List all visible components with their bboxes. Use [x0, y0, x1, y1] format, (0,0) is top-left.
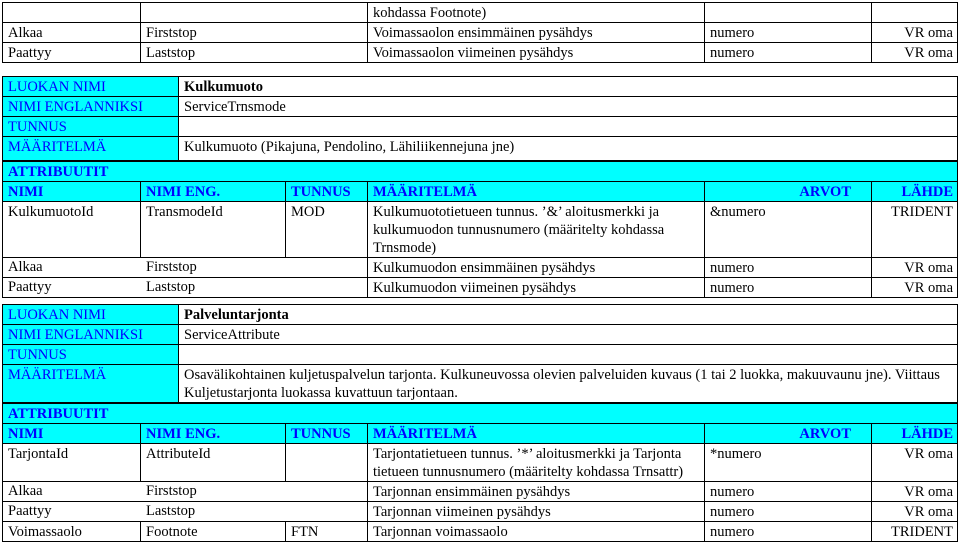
cell-definition: Tarjonnan voimassaolo: [368, 522, 705, 542]
cell-name-eng: Laststop: [141, 43, 368, 63]
table-row: [3, 23, 958, 43]
cell-name: Paattyy: [8, 503, 52, 519]
cell-source: VR oma: [872, 258, 958, 278]
meta-label: NIMI ENGLANNIKSI: [3, 97, 179, 117]
cell-definition: Tarjontatietueen tunnus. ’*’ aloitusmerkki ja Tarjonta tietueen tunnusnumero (määritelty kohdassa Trnsattr): [368, 444, 705, 482]
cell-name-eng: Footnote: [141, 522, 286, 542]
cell-name: Alkaa: [8, 259, 43, 275]
class-id: [179, 345, 958, 365]
table-row: [3, 482, 958, 502]
cell-values: numero: [705, 258, 872, 278]
table-row: [3, 502, 958, 522]
meta-row: [3, 365, 958, 403]
cell-name: Paattyy: [3, 43, 141, 63]
meta-row: [3, 137, 958, 161]
class-meta-table: [2, 304, 958, 403]
class-section-palveluntarjonta: [2, 304, 957, 542]
cell-source: VR oma: [872, 23, 958, 43]
table-row: [3, 43, 958, 63]
meta-label: MÄÄRITELMÄ: [3, 365, 179, 403]
cell-source: VR oma: [872, 502, 958, 522]
col-header-name: NIMI: [3, 182, 141, 202]
col-header-source: LÄHDE: [872, 182, 958, 202]
table-row: [3, 3, 958, 23]
table-row: [3, 444, 958, 482]
cell-name-eng: Firststop: [146, 259, 197, 275]
class-name-english: ServiceTrnsmode: [179, 97, 958, 117]
col-header-values: ARVOT: [705, 424, 872, 444]
col-header-definition: MÄÄRITELMÄ: [368, 182, 705, 202]
col-header-name-eng: NIMI ENG.: [141, 424, 286, 444]
cell-name-eng: Laststop: [146, 279, 196, 295]
cell-name: Alkaa: [3, 23, 141, 43]
cell-definition: Kulkumuodon ensimmäinen pysähdys: [368, 258, 705, 278]
meta-row: [3, 325, 958, 345]
cell-name: TarjontaId: [3, 444, 141, 482]
cell-source: VR oma: [872, 43, 958, 63]
meta-row: [3, 117, 958, 137]
table-row: [3, 258, 958, 278]
cell-definition: Voimassaolon viimeinen pysähdys: [368, 43, 705, 63]
attributes-header-row: [3, 424, 958, 444]
attributes-table: [2, 403, 958, 542]
cell-source: VR oma: [872, 444, 958, 482]
cell-name: KulkumuotoId: [3, 202, 141, 258]
class-section-kulkumuoto: [2, 76, 957, 298]
meta-label: LUOKAN NIMI: [3, 305, 179, 325]
cell-values: *numero: [705, 444, 872, 482]
class-name: Palveluntarjonta: [179, 305, 958, 325]
cell-values: [705, 3, 872, 23]
cell-name: [3, 3, 141, 23]
cell-name-eng: TransmodeId: [141, 202, 286, 258]
meta-label: LUOKAN NIMI: [3, 77, 179, 97]
cell-definition: Kulkumuodon viimeinen pysähdys: [368, 278, 705, 298]
meta-row: [3, 77, 958, 97]
cell-name-eng: [141, 3, 368, 23]
meta-row: [3, 305, 958, 325]
cell-definition: Voimassaolon ensimmäinen pysähdys: [368, 23, 705, 43]
cell-source: VR oma: [872, 482, 958, 502]
meta-label: MÄÄRITELMÄ: [3, 137, 179, 161]
cell-name-eng: Laststop: [146, 503, 196, 519]
meta-label: TUNNUS: [3, 345, 179, 365]
cell-name: Alkaa: [8, 483, 43, 499]
cell-id: FTN: [286, 522, 368, 542]
meta-row: [3, 345, 958, 365]
attributes-label-row: [3, 162, 958, 182]
col-header-name: NIMI: [3, 424, 141, 444]
attributes-table: [2, 161, 958, 298]
meta-label: NIMI ENGLANNIKSI: [3, 325, 179, 345]
cell-values: numero: [705, 43, 872, 63]
cell-name: Paattyy: [8, 279, 52, 295]
col-header-values: ARVOT: [705, 182, 872, 202]
col-header-source: LÄHDE: [872, 424, 958, 444]
cell-source: TRIDENT: [872, 522, 958, 542]
col-header-id: TUNNUS: [286, 424, 368, 444]
cell-values: numero: [705, 278, 872, 298]
cell-values: numero: [705, 502, 872, 522]
table-row: [3, 522, 958, 542]
cell-name-eng: AttributeId: [141, 444, 286, 482]
cell-name-eng: Firststop: [146, 483, 197, 499]
table-row: [3, 202, 958, 258]
cell-definition: Kulkumuototietueen tunnus. ’&’ aloitusmerkki ja kulkumuodon tunnusnumero (määritelty kohdassa Trnsmode): [368, 202, 705, 258]
cell-id: [286, 444, 368, 482]
class-name-english: ServiceAttribute: [179, 325, 958, 345]
cell-values: numero: [705, 23, 872, 43]
cell-name-eng: Firststop: [141, 23, 368, 43]
cell-definition: Tarjonnan viimeinen pysähdys: [368, 502, 705, 522]
cell-id: MOD: [286, 202, 368, 258]
table-row: [3, 278, 958, 298]
class-id: [179, 117, 958, 137]
class-meta-table: [2, 76, 958, 161]
attributes-label: ATTRIBUUTIT: [3, 404, 958, 424]
class-definition: Osavälikohtainen kuljetuspalvelun tarjonta. Kulkuneuvossa olevien palveluiden kuvaus (1 tai 2 luokka, makuuvaunu jne). Viittaus Kuljetustarjonta luokassa kuvattuun tarjontaan.: [179, 365, 958, 403]
col-header-name-eng: NIMI ENG.: [141, 182, 286, 202]
cell-source: TRIDENT: [872, 202, 958, 258]
meta-label: TUNNUS: [3, 117, 179, 137]
attributes-label: ATTRIBUUTIT: [3, 162, 958, 182]
cell-name: Voimassaolo: [3, 522, 141, 542]
cell-source: VR oma: [872, 278, 958, 298]
cell-values: numero: [705, 482, 872, 502]
cell-values: numero: [705, 522, 872, 542]
cell-definition: kohdassa Footnote): [368, 3, 705, 23]
col-header-id: TUNNUS: [286, 182, 368, 202]
fragment-table-top: [2, 2, 957, 63]
cell-values: &numero: [705, 202, 872, 258]
cell-definition: Tarjonnan ensimmäinen pysähdys: [368, 482, 705, 502]
col-header-definition: MÄÄRITELMÄ: [368, 424, 705, 444]
meta-row: [3, 97, 958, 117]
class-name: Kulkumuoto: [179, 77, 958, 97]
attributes-header-row: [3, 182, 958, 202]
cell-source: [872, 3, 958, 23]
class-definition: Kulkumuoto (Pikajuna, Pendolino, Lähiliikennejuna jne): [179, 137, 958, 161]
attributes-label-row: [3, 404, 958, 424]
